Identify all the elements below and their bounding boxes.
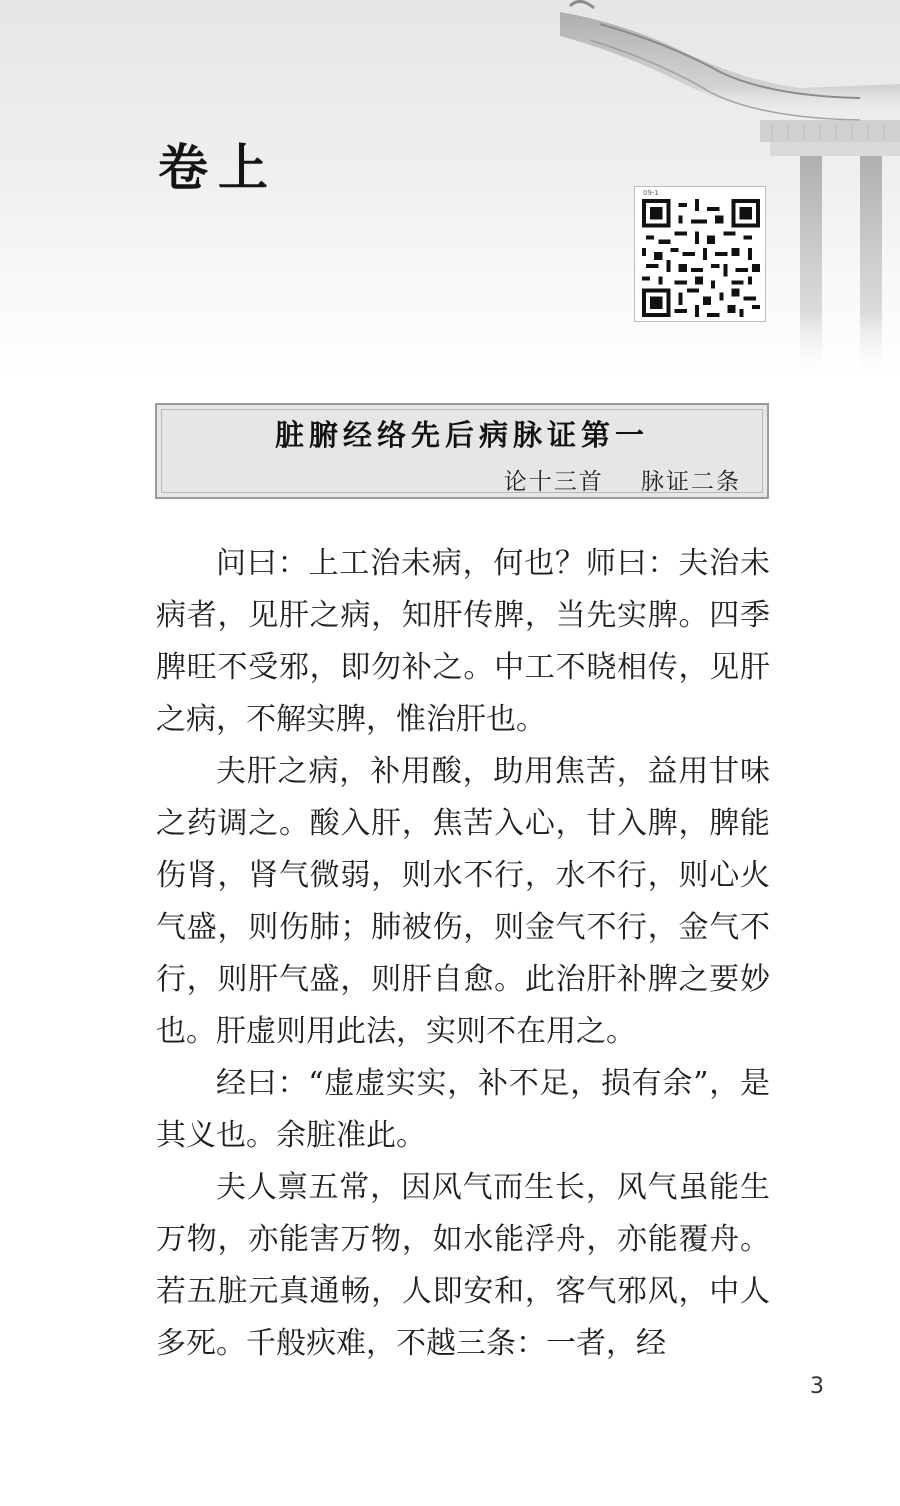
paragraph: 夫人禀五常，因风气而生长，风气虽能生万物，亦能害万物，如水能浮舟，亦能覆舟。若五脏元真通畅，人即安和，客气邪风，中人多死。千般疢难，不越三条：一者，经	[156, 1170, 770, 1361]
paragraph: 经曰：“虚虚实实，补不足，损有余”，是其义也。余脏准此。	[156, 1066, 770, 1153]
section-title: 脏腑经络先后病脉证第一	[274, 418, 649, 452]
chapter-title: 卷上	[158, 139, 278, 197]
qr-code[interactable]	[634, 186, 766, 322]
qr-code-label: 09-1	[643, 189, 659, 197]
page-number: 3	[810, 1374, 824, 1399]
paragraph: 问曰：上工治未病，何也？师曰：夫治未病者，见肝之病，知肝传脾，当先实脾。四季脾旺不受邪，即勿补之。中工不晓相传，见肝之病，不解实脾，惟治肝也。	[156, 546, 770, 737]
section-subtitle: 论十三首 脉证二条	[503, 469, 741, 495]
body-text	[156, 538, 770, 1370]
qr-code-icon	[642, 199, 760, 317]
paragraph: 夫肝之病，补用酸，助用焦苦，益用甘味之药调之。酸入肝，焦苦入心，甘入脾，脾能伤肾，肾气微弱，则水不行，水不行，则心火气盛，则伤肺；肺被伤，则金气不行，金气不行，则肝气盛，则肝自愈。此治肝补脾之要妙也。肝虚则用此法，实则不在用之。	[156, 754, 770, 1049]
section-banner	[155, 403, 769, 499]
